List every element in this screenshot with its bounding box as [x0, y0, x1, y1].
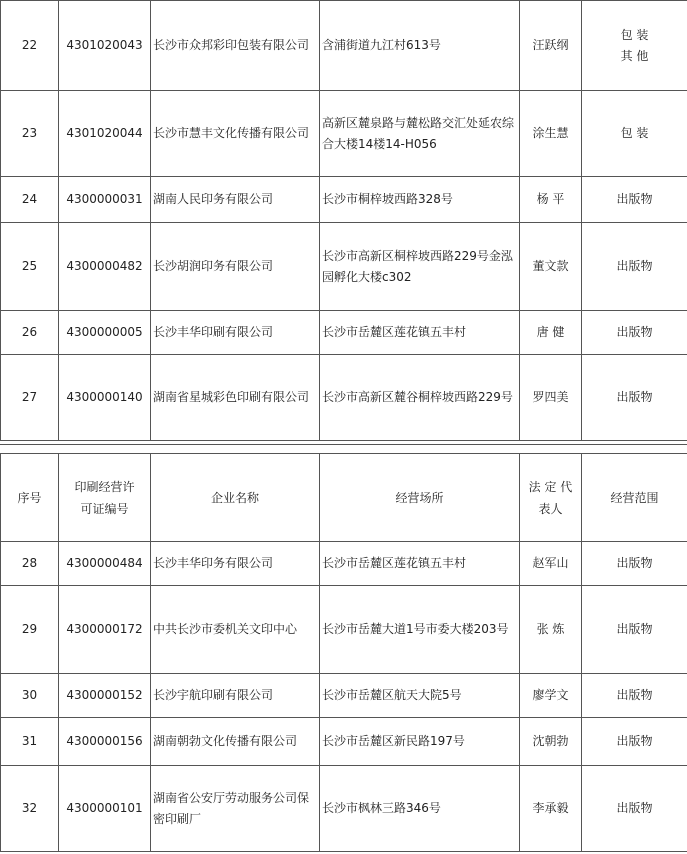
company-name: 中共长沙市委机关文印中心 [151, 586, 320, 674]
page-break-divider [0, 440, 687, 445]
legal-representative: 董文款 [520, 223, 582, 311]
license-number: 4300000484 [59, 542, 151, 586]
business-address: 长沙市高新区麓谷桐梓坡西路229号 [320, 355, 520, 441]
legal-representative: 杨 平 [520, 177, 582, 223]
business-address: 长沙市岳麓区新民路197号 [320, 718, 520, 766]
table-row [1, 718, 687, 766]
business-address: 高新区麓泉路与麓松路交汇处延农综合大楼14楼14-H056 [320, 91, 520, 177]
table-row [1, 223, 687, 311]
row-number: 29 [1, 586, 59, 674]
table-row [1, 766, 687, 852]
company-name: 湖南朝勃文化传播有限公司 [151, 718, 320, 766]
row-number: 32 [1, 766, 59, 852]
license-number: 4300000152 [59, 674, 151, 718]
row-number: 24 [1, 177, 59, 223]
business-address: 长沙市枫林三路346号 [320, 766, 520, 852]
company-name: 长沙市慧丰文化传播有限公司 [151, 91, 320, 177]
row-number: 28 [1, 542, 59, 586]
row-number: 30 [1, 674, 59, 718]
header-company-name: 企业名称 [151, 454, 320, 542]
legal-representative: 罗四美 [520, 355, 582, 441]
business-scope: 包 装 [582, 91, 687, 177]
header-license-number: 印刷经营许可证编号 [59, 454, 151, 542]
license-number: 4300000031 [59, 177, 151, 223]
table-row [1, 586, 687, 674]
legal-representative: 唐 健 [520, 311, 582, 355]
table-row [1, 91, 687, 177]
company-name: 湖南省公安厅劳动服务公司保密印刷厂 [151, 766, 320, 852]
table-row [1, 311, 687, 355]
business-scope: 出版物 [582, 355, 687, 441]
company-name: 长沙丰华印刷有限公司 [151, 311, 320, 355]
business-address: 长沙市岳麓大道1号市委大楼203号 [320, 586, 520, 674]
business-scope: 出版物 [582, 674, 687, 718]
license-number: 4300000172 [59, 586, 151, 674]
table-row [1, 542, 687, 586]
business-scope: 出版物 [582, 586, 687, 674]
business-address: 长沙市岳麓区航天大院5号 [320, 674, 520, 718]
license-number: 4301020043 [59, 1, 151, 91]
business-scope: 出版物 [582, 718, 687, 766]
header-row-number: 序号 [1, 454, 59, 542]
license-number: 4300000101 [59, 766, 151, 852]
legal-representative: 李承毅 [520, 766, 582, 852]
business-scope: 出版物 [582, 542, 687, 586]
license-number: 4301020044 [59, 91, 151, 177]
business-address: 长沙市岳麓区莲花镇五丰村 [320, 542, 520, 586]
legal-representative: 沈朝勃 [520, 718, 582, 766]
license-number: 4300000156 [59, 718, 151, 766]
table-row [1, 177, 687, 223]
company-name: 长沙宇航印刷有限公司 [151, 674, 320, 718]
row-number: 25 [1, 223, 59, 311]
legal-representative: 张 炼 [520, 586, 582, 674]
business-address: 长沙市岳麓区莲花镇五丰村 [320, 311, 520, 355]
company-name: 湖南省星城彩色印刷有限公司 [151, 355, 320, 441]
legal-representative: 涂生慧 [520, 91, 582, 177]
business-address: 含浦街道九江村613号 [320, 1, 520, 91]
table-row [1, 674, 687, 718]
company-name: 湖南人民印务有限公司 [151, 177, 320, 223]
row-number: 23 [1, 91, 59, 177]
license-number: 4300000482 [59, 223, 151, 311]
business-scope: 出版物 [582, 223, 687, 311]
license-number: 4300000005 [59, 311, 151, 355]
business-scope: 出版物 [582, 177, 687, 223]
row-number: 26 [1, 311, 59, 355]
header-business-address: 经营场所 [320, 454, 520, 542]
business-address: 长沙市高新区桐梓坡西路229号金泓园孵化大楼c302 [320, 223, 520, 311]
table-header-row [1, 454, 687, 542]
company-name: 长沙胡润印务有限公司 [151, 223, 320, 311]
legal-representative: 汪跃纲 [520, 1, 582, 91]
header-business-scope: 经营范围 [582, 454, 687, 542]
license-number: 4300000140 [59, 355, 151, 441]
company-name: 长沙丰华印务有限公司 [151, 542, 320, 586]
legal-representative: 廖学文 [520, 674, 582, 718]
registry-table-bottom [0, 453, 687, 852]
legal-representative: 赵军山 [520, 542, 582, 586]
row-number: 22 [1, 1, 59, 91]
table-row [1, 355, 687, 441]
header-legal-representative: 法 定 代表人 [520, 454, 582, 542]
business-scope: 出版物 [582, 311, 687, 355]
row-number: 31 [1, 718, 59, 766]
business-scope: 包 装 其 他 [582, 1, 687, 91]
business-scope: 出版物 [582, 766, 687, 852]
business-address: 长沙市桐梓坡西路328号 [320, 177, 520, 223]
table-row [1, 1, 687, 91]
company-name: 长沙市众邦彩印包装有限公司 [151, 1, 320, 91]
row-number: 27 [1, 355, 59, 441]
